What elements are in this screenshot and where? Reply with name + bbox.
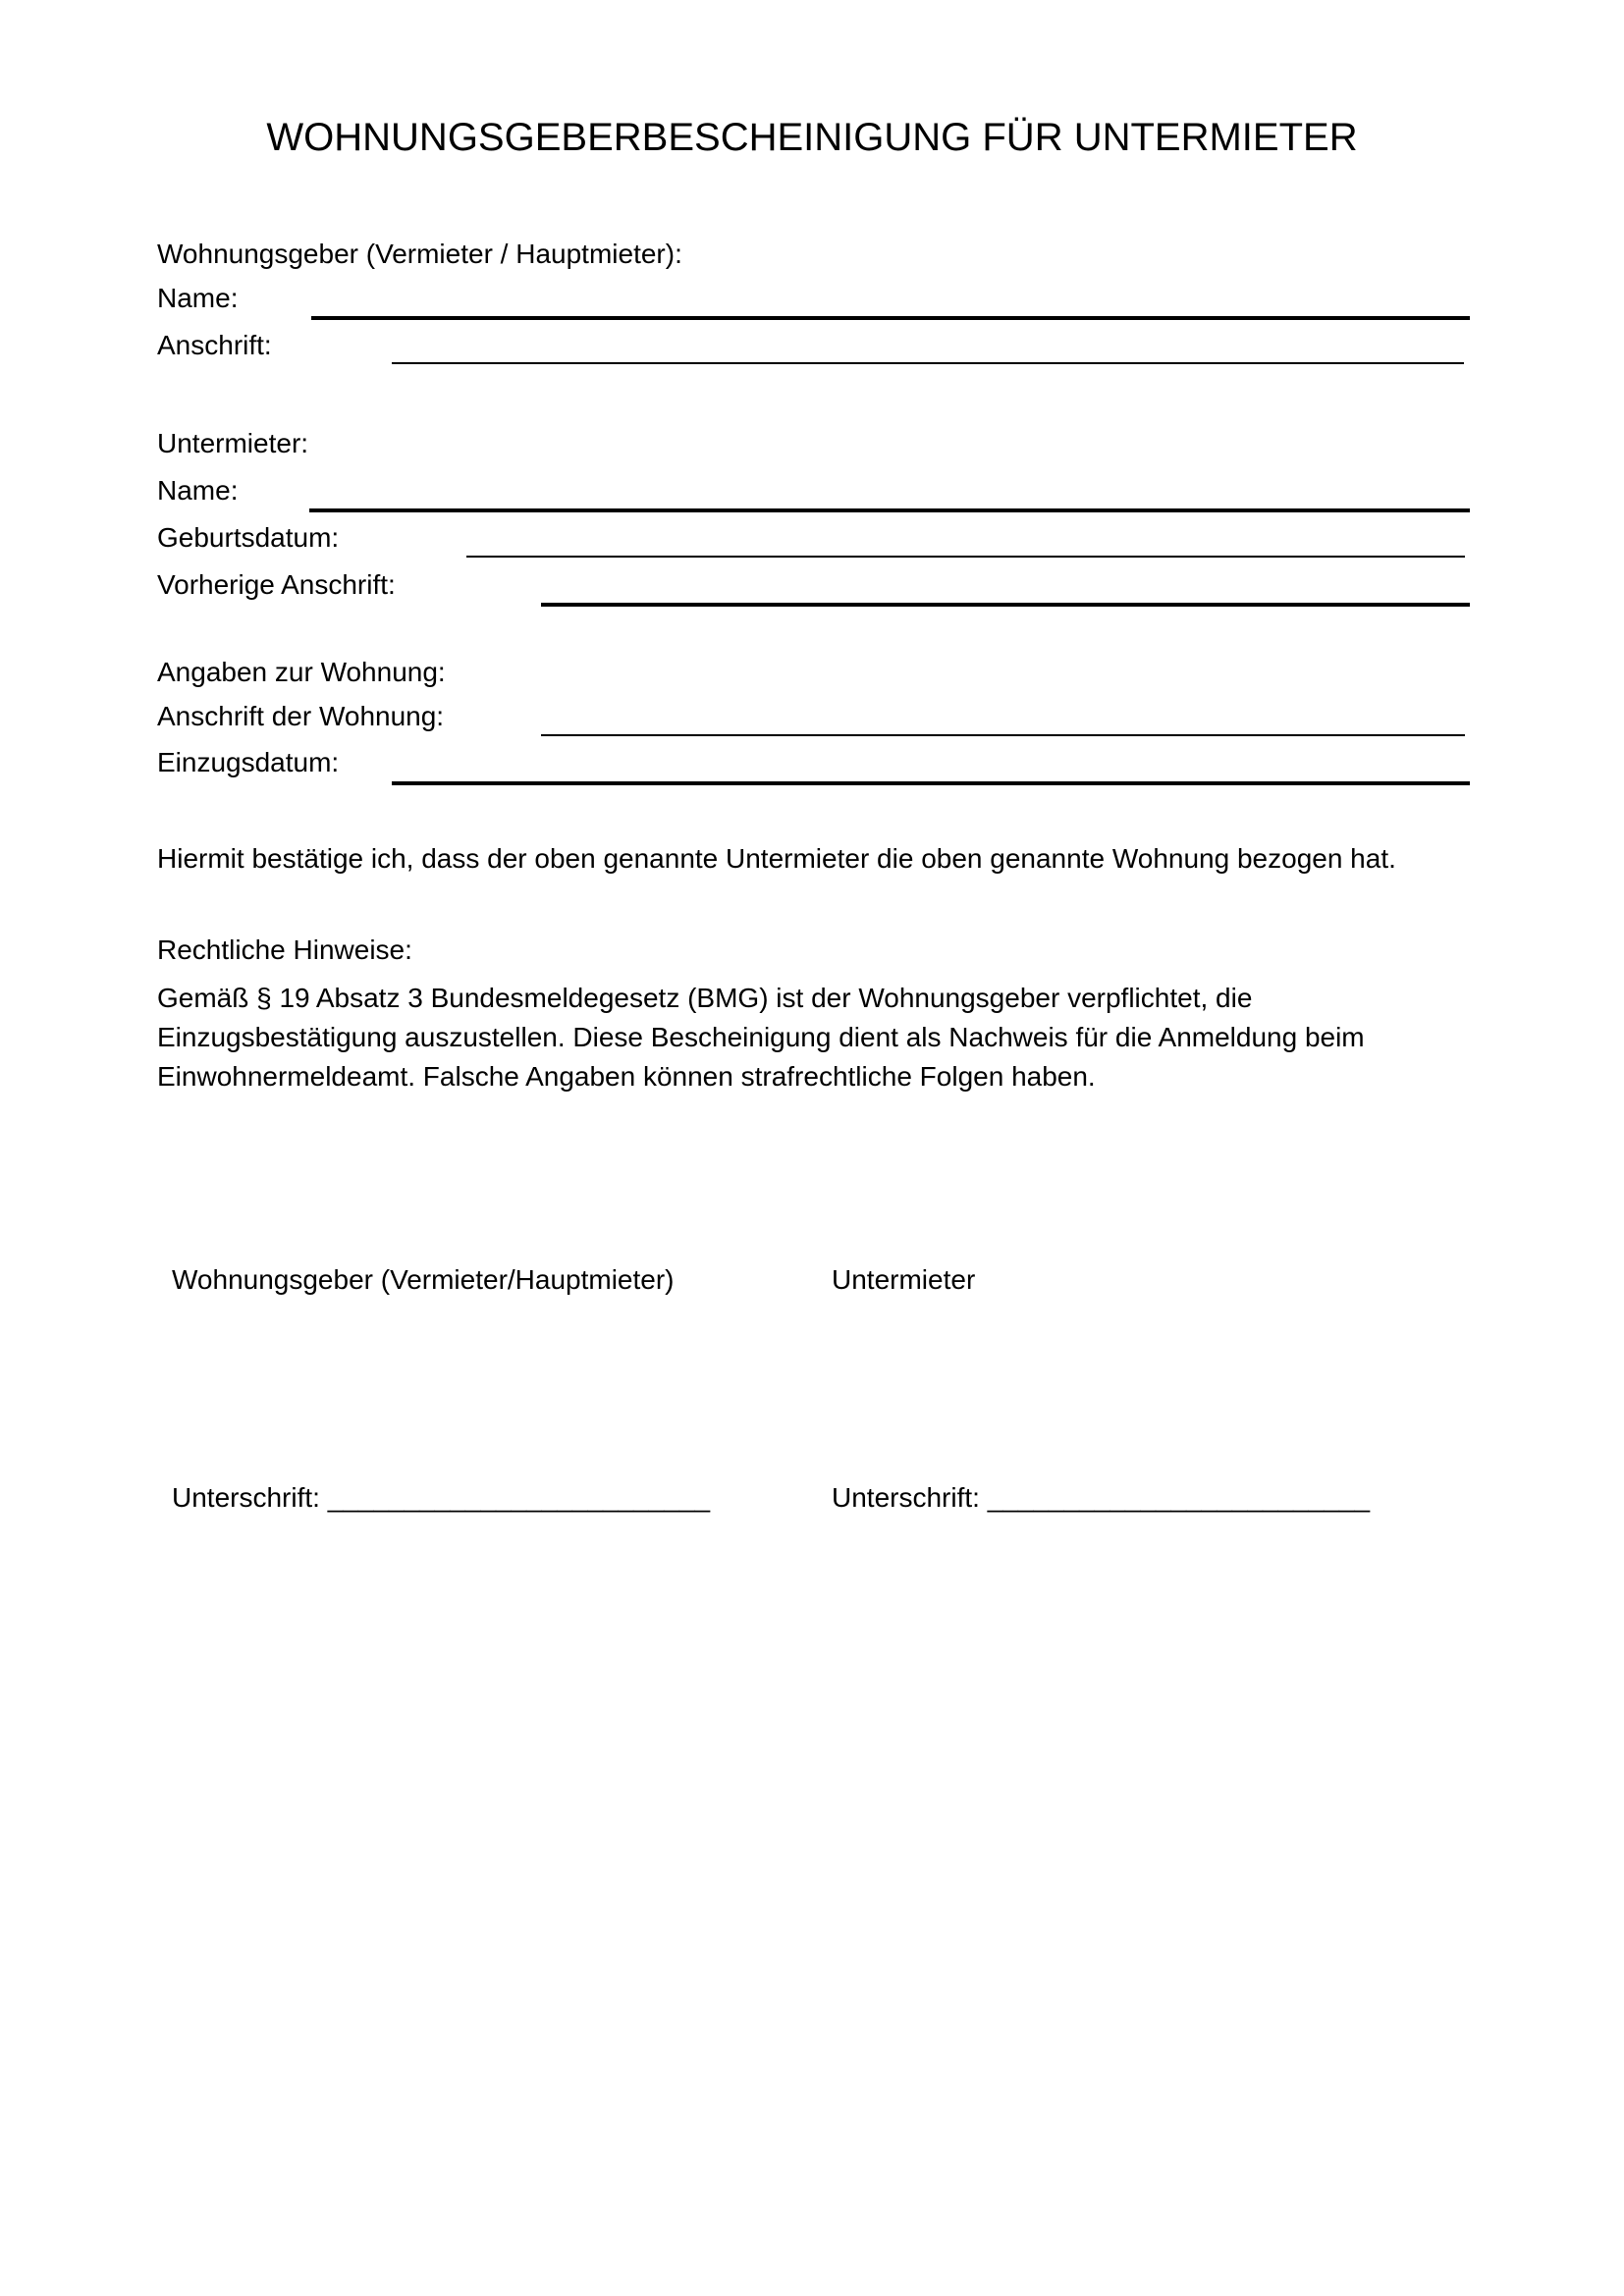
- landlord-address-label: Anschrift:: [157, 330, 272, 360]
- apartment-address-blank-line: [541, 734, 1465, 736]
- signature-role-landlord: Wohnungsgeber (Vermieter/Hauptmieter): [172, 1264, 675, 1295]
- landlord-section-heading: Wohnungsgeber (Vermieter / Hauptmieter):: [157, 239, 682, 269]
- confirmation-statement: Hiermit bestätige ich, dass der oben genannte Untermieter die oben genannte Wohnung bezogen hat.: [157, 843, 1396, 874]
- apartment-section-heading: Angaben zur Wohnung:: [157, 657, 446, 687]
- landlord-name-blank-line: [311, 316, 1470, 320]
- landlord-signature-line: _________________________: [327, 1482, 711, 1513]
- subtenant-signature-label: Unterschrift:: [832, 1482, 980, 1513]
- subtenant-name-blank-line: [309, 508, 1470, 512]
- subtenant-previous-address-label: Vorherige Anschrift:: [157, 569, 396, 600]
- subtenant-name-label: Name:: [157, 475, 239, 506]
- apartment-address-label: Anschrift der Wohnung:: [157, 701, 445, 731]
- legal-notes-heading: Rechtliche Hinweise:: [157, 934, 412, 965]
- move-in-date-blank-line: [392, 781, 1470, 785]
- legal-notes-line-2: Einzugsbestätigung auszustellen. Diese Bescheinigung dient als Nachweis für die Anmeldung beim: [157, 1022, 1365, 1052]
- landlord-signature-label: Unterschrift:: [172, 1482, 320, 1513]
- legal-notes-line-1: Gemäß § 19 Absatz 3 Bundesmeldegesetz (BMG) ist der Wohnungsgeber verpflichtet, die: [157, 983, 1253, 1013]
- subtenant-signature-line: _________________________: [987, 1482, 1371, 1513]
- subtenant-previous-address-blank-line: [541, 603, 1470, 607]
- landlord-signature-row: [172, 1477, 710, 1519]
- subtenant-signature-row: [832, 1477, 1370, 1519]
- landlord-address-blank-line: [392, 362, 1464, 364]
- landlord-name-label: Name:: [157, 283, 239, 313]
- subtenant-birthdate-blank-line: [466, 556, 1465, 558]
- signature-role-subtenant: Untermieter: [832, 1264, 976, 1295]
- subtenant-birthdate-label: Geburtsdatum:: [157, 522, 340, 553]
- legal-notes-line-3: Einwohnermeldeamt. Falsche Angaben können strafrechtliche Folgen haben.: [157, 1061, 1096, 1092]
- document-title: WOHNUNGSGEBERBESCHEINIGUNG FÜR UNTERMIETER: [266, 116, 1358, 159]
- subtenant-section-heading: Untermieter:: [157, 428, 309, 458]
- move-in-date-label: Einzugsdatum:: [157, 747, 340, 777]
